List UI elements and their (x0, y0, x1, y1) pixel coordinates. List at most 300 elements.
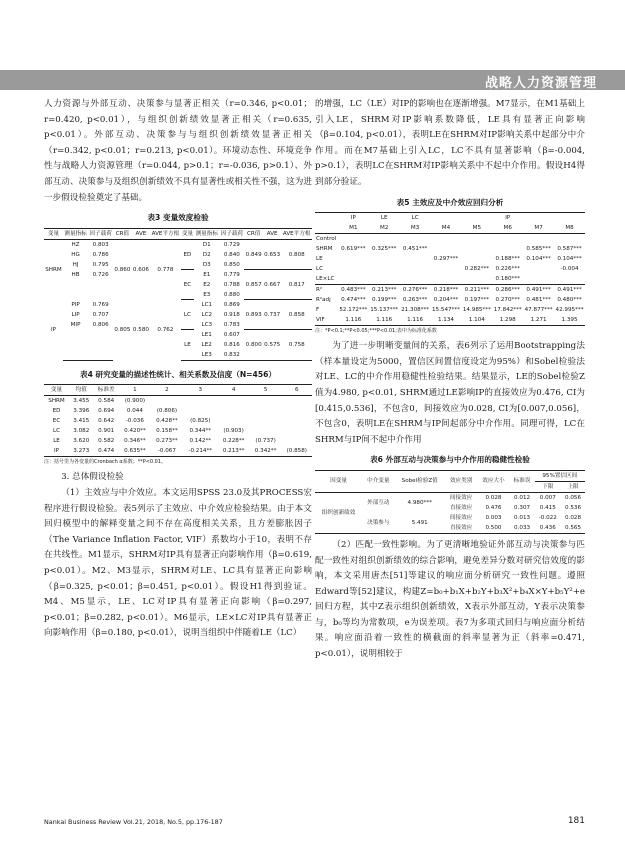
table-cell: 0.869 (223, 301, 240, 308)
table-cell (282, 416, 312, 426)
table-cell: HZ (71, 241, 80, 248)
table-cell: 0.795 (92, 261, 109, 268)
table-cell: LE (53, 438, 60, 445)
table-header-cell: CR值 (113, 228, 132, 239)
table-cell: 0.346** (124, 438, 146, 445)
table-row (44, 406, 312, 416)
table-header-cell: M4 (431, 223, 462, 234)
table-row (315, 492, 585, 503)
table-cell: 1.116 (369, 315, 400, 326)
table-cell (523, 234, 554, 245)
table-cell: 0.270*** (495, 297, 520, 304)
table-cell: HJ (72, 261, 79, 268)
table-cell: LE1 (201, 331, 212, 338)
table-note: 注：括号里为各变量的Cronbach α系数；**P<0.01。 (44, 459, 167, 466)
table-cell: 0.218*** (433, 287, 459, 294)
table-cell: 0.158** (156, 428, 178, 435)
table-header-cell: 2 (151, 385, 183, 396)
table-cell: 0.325*** (372, 246, 397, 253)
table-cell: 0.228** (222, 438, 245, 445)
table-cell: 5.491 (394, 513, 445, 534)
table-title: 表5 主效应及中介效应回归分析 (396, 197, 504, 207)
table-cell: 0.607 (223, 331, 240, 338)
table-cell: (0.858) (282, 446, 312, 457)
table-cell: 0.901 (98, 428, 115, 435)
table-cell: 0.028 (565, 514, 582, 521)
table-cell: 决策参与 (362, 513, 394, 534)
table-cell: 0.199*** (372, 297, 397, 304)
table-cell: 0.263*** (402, 297, 428, 304)
table-cell: 0.737 (263, 300, 282, 330)
table-row (315, 315, 585, 326)
table-cell: LC (316, 266, 324, 273)
table-cell: 0.451*** (402, 246, 428, 253)
table-cell: 1.395 (554, 315, 585, 326)
table-cell: 0.033 (510, 523, 535, 534)
table-header-cell: 标准差 (93, 385, 118, 396)
table-cell: 0.642 (98, 418, 115, 425)
table-header-cell: M3 (400, 223, 431, 234)
table-cell (338, 234, 369, 245)
table-cell: 0.491*** (557, 287, 582, 294)
table-cell: (0.806) (156, 408, 178, 415)
table-cell: LC3 (201, 321, 213, 328)
table-cell: 0.778 (157, 266, 174, 273)
table-cell: 直接效应 (445, 523, 477, 534)
table-title: 表4 研究变量的描述性统计、相关系数及信度（N=456） (80, 369, 276, 379)
table-header-cell: AVE (263, 228, 282, 239)
table-cell (218, 416, 250, 426)
table-cell: 0.850 (223, 261, 240, 268)
table-cell: 间接效应 (449, 514, 473, 521)
table-row (44, 416, 312, 426)
table-cell: 0.832 (219, 350, 244, 361)
table-cell (88, 330, 113, 340)
table-cell (338, 254, 369, 264)
table-cell (431, 244, 462, 254)
table-header-cell: 标准误 (510, 470, 535, 492)
table-cell: LE (316, 256, 323, 263)
table-cell: 0.307 (514, 504, 531, 511)
table-cell (492, 234, 523, 245)
table-cell (461, 244, 492, 254)
table-header-cell: 测量指标 (63, 228, 88, 239)
table-cell: MIP (70, 321, 81, 328)
table-cell: 0.694 (98, 408, 115, 415)
table-cell: 0.013 (514, 514, 531, 521)
table-cell: 0.213*** (372, 287, 397, 294)
table-cell (282, 406, 312, 416)
validity-table (44, 228, 312, 361)
table-cell: (0.825) (190, 418, 211, 425)
table-header-cell: 1 (119, 385, 151, 396)
section-heading: 3. 总体假设检验 (61, 472, 124, 483)
table-cell: 0.918 (223, 311, 240, 318)
table-row (44, 300, 312, 310)
table-cell: (0.737) (255, 438, 276, 445)
table-cell: 0.012 (514, 494, 531, 501)
table-header-cell: 4 (218, 385, 250, 396)
table-row (44, 426, 312, 436)
table-cell: 0.474 (93, 446, 118, 457)
table-cell: 0.483*** (341, 287, 366, 294)
table-header-cell: 3 (183, 385, 218, 396)
table-cell (338, 274, 369, 285)
table-cell: IP (50, 327, 57, 333)
table-header-cell: 中介变量 (362, 470, 394, 492)
table-cell (63, 330, 88, 340)
robustness-table (315, 470, 585, 534)
table-header-cell: M6 (492, 223, 523, 234)
table-cell: 0.226*** (495, 266, 520, 273)
table-cell: 外部互动 (367, 499, 390, 506)
table-cell (282, 426, 312, 436)
table-cell (400, 254, 431, 264)
table-cell: LC1 (201, 301, 213, 308)
table-cell: 14.985*** (462, 307, 491, 314)
table-cell: VIF (315, 315, 338, 326)
table-header-cell: LC (400, 213, 431, 224)
table-header-cell: 均值 (69, 385, 93, 396)
table-cell (250, 406, 282, 416)
table-cell: LC2 (201, 311, 213, 318)
table-header-cell (315, 213, 338, 224)
table-cell: 0.893 (244, 300, 263, 330)
table-header-cell: 上限 (561, 481, 585, 492)
table-row (315, 274, 585, 285)
table-header-cell: LE (369, 213, 400, 224)
table-row (44, 436, 312, 446)
table-cell: 0.297*** (433, 256, 459, 263)
table-cell: 3.273 (69, 446, 93, 457)
table-cell: 47.877*** (524, 307, 553, 314)
table-cell: 0.104*** (557, 256, 582, 263)
table-cell: 0.606 (132, 266, 149, 273)
table-cell: 直接效应 (449, 504, 473, 511)
table-header-cell (315, 223, 338, 234)
table-header-cell: M7 (523, 223, 554, 234)
table-cell: 3.415 (73, 418, 90, 425)
table-cell (523, 274, 554, 285)
table-cell (88, 350, 113, 361)
table-cell: 0.857 (244, 270, 263, 300)
table-cell: 0.858 (281, 300, 312, 330)
paragraph: （2）匹配一致性影响。为了更清晰地验证外部互动与决策参与匹配一致性对组织创新绩效的综合影响，避免差异分数对研究信效度的影响，本文采用唐杰[51]等建议的响应面分析研究一致性问题。遵照Edward等[52]建议，构建Z=b₀+b₁X+b₂Y+b₃X²+b₄X×Y+b₅Y²+e回归方程，其中Z表示组织创新绩效，X表示外部互动，Y表示决策参与，b₀等均为常数项，e为误差项。表7为多项式回归与响应面分析结果。响应面沿着一致性的横截面的斜率显著为正（斜率=0.471, p<0.01），说明相较于 (315, 539, 585, 660)
table-row (315, 264, 585, 274)
table-cell: 52.172*** (339, 307, 368, 314)
table-cell (63, 340, 88, 350)
table-cell: 3.396 (73, 408, 90, 415)
table-cell: 0.420** (124, 428, 146, 435)
table-cell (183, 396, 218, 407)
table-cell: 0.028 (485, 494, 502, 501)
table-cell: 0.762 (157, 327, 174, 333)
table-cell: 0.344** (189, 428, 212, 435)
table-cell: LC (53, 428, 61, 435)
table-header-cell: Sobel检验Z值 (394, 470, 445, 492)
table-header-row (44, 228, 312, 239)
table-cell: HB (71, 271, 80, 278)
table-cell: LC (181, 300, 195, 330)
paragraph: （1）主效应与中介效应。本文运用SPSS 23.0及其PROCESS宏程序进行假设检验。表5列示了主效应、中介效应检验结果。由于本文回归模型中的解释变量之间不存在高度相关关系，且方差膨胀因子（The Variance Inflation Factor, VIF）系数均小于10，表明不存在共线性。M1显示，SHRM对IP具有显著正向影响作用（β=0.619, p<0.01）。M2、M3显示，SHRM对LE、LC具有显著正向影响（β=0.325, p<0.01；β=0.451, p<0.01）。假设H1得到验证。M4、M5显示，LE、LC对IP具有显著正向影响（β=0.297, p<0.01；β=0.282, p<0.01）。M6显示，LE×LC对IP具有显著正向影响作用（β=0.180, p<0.01），说明当组织中伴随着LE（LC） (44, 487, 312, 639)
table-title: 表6 外部互动与决策参与中介作用的稳健性检验 (370, 455, 530, 465)
table-cell: 0.480*** (557, 297, 582, 304)
table-header-cell: 95%置信区间 (535, 470, 585, 481)
table-cell: D3 (202, 261, 211, 268)
table-row (44, 239, 312, 250)
table-cell: 0.580 (132, 327, 149, 333)
table-header-cell: 效应类别 (445, 470, 477, 492)
table-cell (554, 274, 585, 285)
table-cell: 0.273** (156, 438, 178, 445)
table-cell: 1.116 (338, 315, 369, 326)
table-cell: 0.188*** (495, 256, 520, 263)
table-header-cell: M8 (554, 223, 585, 234)
table-cell: 0.415 (539, 504, 556, 511)
table-cell: 0.436 (535, 523, 562, 534)
table-cell: 0.582 (98, 438, 115, 445)
table-cell: -0.004 (560, 266, 579, 273)
table-cell (88, 290, 113, 300)
table-row (44, 396, 312, 407)
table-header-cell: 因变量 (315, 470, 362, 492)
paragraph: 的增强，LC（LE）对IP的影响也在逐渐增强。M7显示，在M1基础上引入LE，SHRM对IP影响系数降低，LE具有显著正向影响（β=0.104, p<0.01），表明LE在SHRM对IP影响关系中起部分中介作用。而在M7基础上引入LC，LC不具有显著影响（β=-0.004, p>0.1），表明LC在SHRM对IP影响关系中不起中介作用。假设H4得到部分验证。 (315, 99, 585, 187)
table-cell: 0.342** (250, 446, 282, 457)
table-cell (461, 274, 492, 285)
table-header-cell: AVE (132, 228, 151, 239)
table-cell: 0.056 (565, 494, 582, 501)
table-cell (88, 280, 113, 290)
table-header-row (44, 385, 312, 396)
table-header-cell: IP (338, 213, 369, 224)
table-cell: -0.067 (151, 446, 183, 457)
table-cell: -0.036 (125, 418, 144, 425)
table-cell: 0.619*** (341, 246, 366, 253)
table-cell (250, 426, 282, 436)
table-header-row (315, 470, 585, 481)
table-cell: 0.213** (218, 446, 250, 457)
table-cell: 0.707 (92, 311, 109, 318)
table-header-cell: AVE平方根 (281, 228, 312, 239)
table-cell: 0.860 (114, 266, 131, 273)
table-row (315, 254, 585, 264)
table-cell: 0.585*** (526, 246, 551, 253)
table-cell: ED (181, 239, 195, 270)
table-cell: 0.276*** (402, 287, 428, 294)
table-cell: 0.726 (92, 271, 109, 278)
table-cell (369, 264, 400, 274)
table-cell: 0.779 (223, 271, 240, 278)
table-row (315, 285, 585, 296)
table-cell: 3.620 (73, 438, 90, 445)
table-cell: 0.007 (539, 494, 556, 501)
table-cell: 0.575 (263, 330, 282, 361)
table-cell: 0.880 (223, 291, 240, 298)
table-cell: 0.565 (561, 523, 585, 534)
table-cell: LE (181, 330, 195, 361)
table-cell: 0.667 (263, 270, 282, 300)
table-cell: 0.428** (156, 418, 178, 425)
table-cell (431, 274, 462, 285)
table-cell: 0.769 (92, 301, 109, 308)
table-cell: 0.849 (244, 239, 263, 270)
table-cell: SHRM (45, 266, 62, 273)
table-cell: 间接效应 (449, 494, 473, 501)
table-cell (431, 264, 462, 274)
table-cell: 3.455 (73, 398, 90, 405)
table-cell (431, 234, 462, 245)
table-header-cell: 因子载荷 (88, 228, 113, 239)
table-header-cell: 测量指标 (194, 228, 219, 239)
table-cell: 4.980*** (407, 499, 432, 506)
table-row (44, 446, 312, 457)
table-cell: 0.500 (477, 523, 509, 534)
table-cell: 0.491*** (526, 287, 551, 294)
table-cell: IP (44, 446, 69, 457)
table-cell: 15.137*** (370, 307, 399, 314)
table-cell (523, 264, 554, 274)
table-cell: 0.653 (263, 239, 282, 270)
table-cell: ED (52, 408, 61, 415)
table-cell (282, 396, 312, 407)
page-number: 181 (567, 816, 585, 826)
table-cell (282, 436, 312, 446)
table-header-cell: M2 (369, 223, 400, 234)
table-cell (250, 416, 282, 426)
table-row (315, 244, 585, 254)
table-header-cell: 变量 (181, 228, 195, 239)
table-cell: 17.842*** (493, 307, 522, 314)
table-note: 注：*P<0.1;**P<0.05;***P<0.01;表中为标准化系数 (315, 328, 437, 335)
table-cell (461, 254, 492, 264)
table-cell: 1.104 (461, 315, 492, 326)
table-cell: SHRM (48, 398, 65, 405)
table-cell: 0.180*** (492, 274, 523, 285)
table-cell: LE2 (201, 341, 212, 348)
table-cell: R² (316, 287, 323, 294)
right-column (315, 97, 585, 663)
regression-table (315, 212, 585, 326)
table-cell (554, 234, 585, 245)
table-cell: F (316, 307, 320, 314)
table-cell: D2 (202, 251, 211, 258)
table-header-cell: AVE平方根 (150, 228, 180, 239)
table-header-cell: 变量 (44, 385, 69, 396)
table-header-cell: M1 (338, 223, 369, 234)
table-cell (250, 396, 282, 407)
descriptive-table (44, 384, 312, 457)
table-header-cell: M5 (461, 223, 492, 234)
table-cell: 21.308*** (401, 307, 430, 314)
table-cell: 0.587*** (557, 246, 582, 253)
table-cell: 0.286*** (495, 287, 520, 294)
table-cell: LE3 (194, 350, 219, 361)
table-cell (63, 350, 88, 361)
table-cell: 0.635** (119, 446, 151, 457)
table-row (315, 295, 585, 305)
table-cell: SHRM (316, 246, 333, 253)
table-cell: 0.783 (223, 321, 240, 328)
table-cell: 0.211*** (464, 287, 490, 294)
section-header-title: 战略人力资源管理 (484, 76, 597, 91)
table-cell: 3.082 (73, 428, 90, 435)
table-cell: 0.806 (92, 321, 109, 328)
table-cell (369, 234, 400, 245)
table-cell: 0.104*** (526, 256, 551, 263)
table-cell (338, 264, 369, 274)
table-cell: 15.547*** (431, 307, 460, 314)
table-cell (183, 406, 218, 416)
table-cell: 1.134 (431, 315, 462, 326)
table-cell: 0.800 (244, 330, 263, 361)
table-cell (88, 340, 113, 350)
table-header-row (315, 223, 585, 234)
table-cell: 0.840 (223, 251, 240, 258)
table-cell: E2 (203, 281, 211, 288)
table-cell (400, 264, 431, 274)
table-cell: 0.142** (189, 438, 212, 445)
table-cell: 0.536 (565, 504, 582, 511)
table-cell: HG (71, 251, 80, 258)
table-header-cell: CR值 (244, 228, 263, 239)
table-cell: 0.817 (281, 270, 312, 300)
table-title: 表3 变量效度检验 (147, 213, 209, 223)
table-cell: EC (181, 270, 195, 300)
table-header-cell: 下限 (535, 481, 562, 492)
paragraph: 人力资源与外部互动、决策参与显著正相关（r=0.346, p<0.01；r=0.420, p<0.01），与组织创新绩效显著正相关（r=0.635, p<0.01）。外部互动、决策参与与组织创新绩效显著正相关（r=0.342, p<0.01；r=0.213, p<0.01）。环境动态性、环境竞争性与战略人力资源管理（r=0.044, p>0.1；r=-0.036, p>0.1）、外部互动、决策参与及组织创新绩效不具有显著性或相关性不强，这为进一步假设检验奠定了基础。 (44, 99, 312, 203)
table-cell (63, 290, 88, 300)
table-cell (400, 234, 431, 245)
table-cell: 1.271 (523, 315, 554, 326)
table-cell: 0.808 (281, 239, 312, 270)
table-header-cell: 因子载荷 (219, 228, 244, 239)
left-column (44, 97, 312, 642)
table-cell: 0.044 (126, 408, 143, 415)
table-cell: 0.805 (114, 327, 131, 333)
table-cell: 42.995*** (555, 307, 584, 314)
table-cell: 0.786 (92, 251, 109, 258)
table-cell (492, 244, 523, 254)
table-cell: -0.022 (538, 514, 557, 521)
table-cell: Control (316, 236, 337, 243)
table-cell: LIP (71, 311, 80, 318)
table-cell: E1 (203, 271, 211, 278)
table-cell: 0.204*** (433, 297, 459, 304)
table-cell (63, 280, 88, 290)
table-cell: 0.282*** (464, 266, 490, 273)
table-cell: 0.729 (223, 241, 240, 248)
table-header-cell: 变量 (44, 228, 63, 239)
table-header-cell: 5 (250, 385, 282, 396)
table-header-cell: IP (431, 213, 585, 224)
table-cell: 0.474*** (341, 297, 366, 304)
table-cell: R²adj (316, 297, 331, 304)
table-header-cell: 6 (282, 385, 312, 396)
table-cell: (0.900) (124, 398, 146, 405)
table-cell (151, 396, 183, 407)
table-cell (461, 234, 492, 245)
table-row (315, 234, 585, 245)
table-cell: (0.903) (223, 428, 244, 435)
table-row (315, 305, 585, 315)
table-group-row (315, 213, 585, 224)
table-cell: 1.298 (492, 315, 523, 326)
table-cell: 0.803 (92, 241, 109, 248)
table-cell: 0.816 (223, 341, 240, 348)
table-cell: 0.476 (485, 504, 502, 511)
table-cell: 0.003 (485, 514, 502, 521)
table-cell: D1 (202, 241, 211, 248)
